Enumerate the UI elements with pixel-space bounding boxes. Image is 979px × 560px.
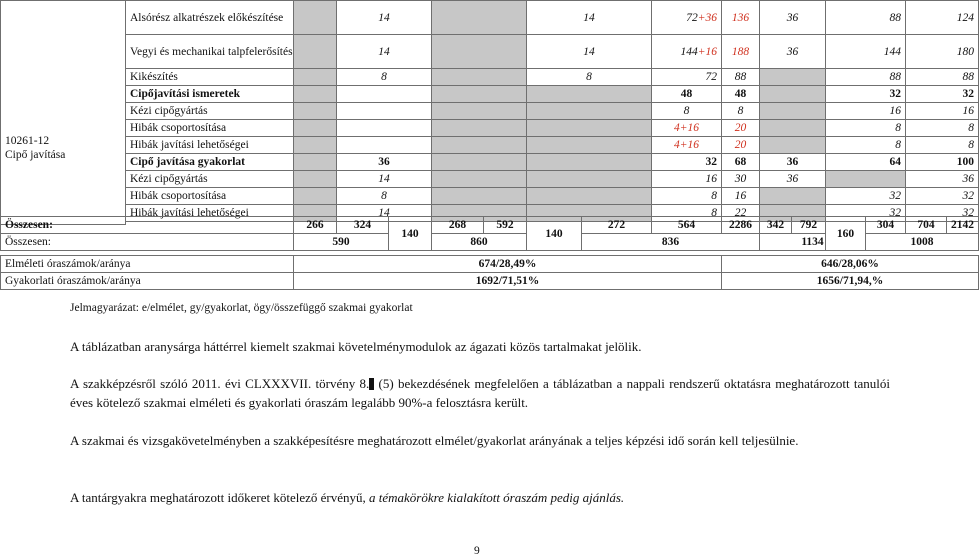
module-table (0, 0, 979, 225)
page-number: 9 (474, 545, 480, 557)
table-row: Összesen: 266 324 140 268 592 140 272 564 2286 342 792 160 304 704 2142 (1, 217, 979, 234)
table-row: Összesen: 590 860 836 1134 1008 (1, 234, 979, 251)
paragraph-highlight-note: A táblázatban aranysárga háttérrel kiemelt szakmai követelménymodulok az ágazati közös tartalmakat jelölik. (70, 339, 642, 354)
module-code: 10261-12 (5, 135, 50, 147)
row-label: Alsórész alkatrészek előkészítése (126, 1, 294, 35)
module-name: Cipő javítása (5, 149, 66, 161)
table-row: Hibák javítási lehetőségei 14 8 22 32 32 (1, 205, 979, 222)
paragraph-timeframe-note: A tantárgyakra meghatározott időkeret kötelező érvényű, a témakörökre kialakított óraszám pedig ajánlás. (70, 490, 625, 505)
table-row: Elméleti óraszámok/aránya 674/28,49% 646/28,06% (1, 256, 979, 273)
totals-table (0, 216, 979, 290)
table-row: Cipőjavítási ismeretek 48 48 32 32 (1, 86, 979, 103)
table-row: Hibák csoportosítása 8 8 16 32 32 (1, 188, 979, 205)
table-row: Vegyi és mechanikai talpfelerősítés 14 14 144+16 188 36 144 180 (1, 35, 979, 69)
paragraph-law-note: A szakképzésről szóló 2011. évi CLXXXVII. törvény 8. (5) bekezdésének megfelelően a táblázatban a nappali rendszerű oktatásra meghatározott tanulói éves kötelező szakmai elméleti és gyakorlati óraszám legalább 90%-a felosztásra került. (70, 376, 890, 410)
table-row: 10261-12 Cipő javítása Alsórész alkatrészek előkészítése 14 14 72+36 136 36 88 124 (1, 1, 979, 35)
paragraph-ratio-note: A szakmai és vizsgakövetelményben a szakképesítésre meghatározott elmélet/gyakorlat arányának a teljes képzési idő során kell teljesülnie. (70, 433, 799, 448)
table-row: Kézi cipőgyártás 14 16 30 36 36 (1, 171, 979, 188)
module-cell (1, 1, 126, 225)
table-row: Kézi cipőgyártás 8 8 16 16 (1, 103, 979, 120)
table-row: Gyakorlati óraszámok/aránya 1692/71,51% 1656/71,94,% (1, 273, 979, 290)
legend: Jelmagyarázat: e/elmélet, gy/gyakorlat, ögy/összefüggő szakmai gyakorlat (70, 302, 413, 314)
table-row: Hibák csoportosítása 4+16 20 8 8 (1, 120, 979, 137)
table-row: Kikészítés 8 8 72 88 88 88 (1, 69, 979, 86)
table-row: Cipő javítása gyakorlat 36 32 68 36 64 100 (1, 154, 979, 171)
table-row: Hibák javítási lehetőségei 4+16 20 8 8 (1, 137, 979, 154)
